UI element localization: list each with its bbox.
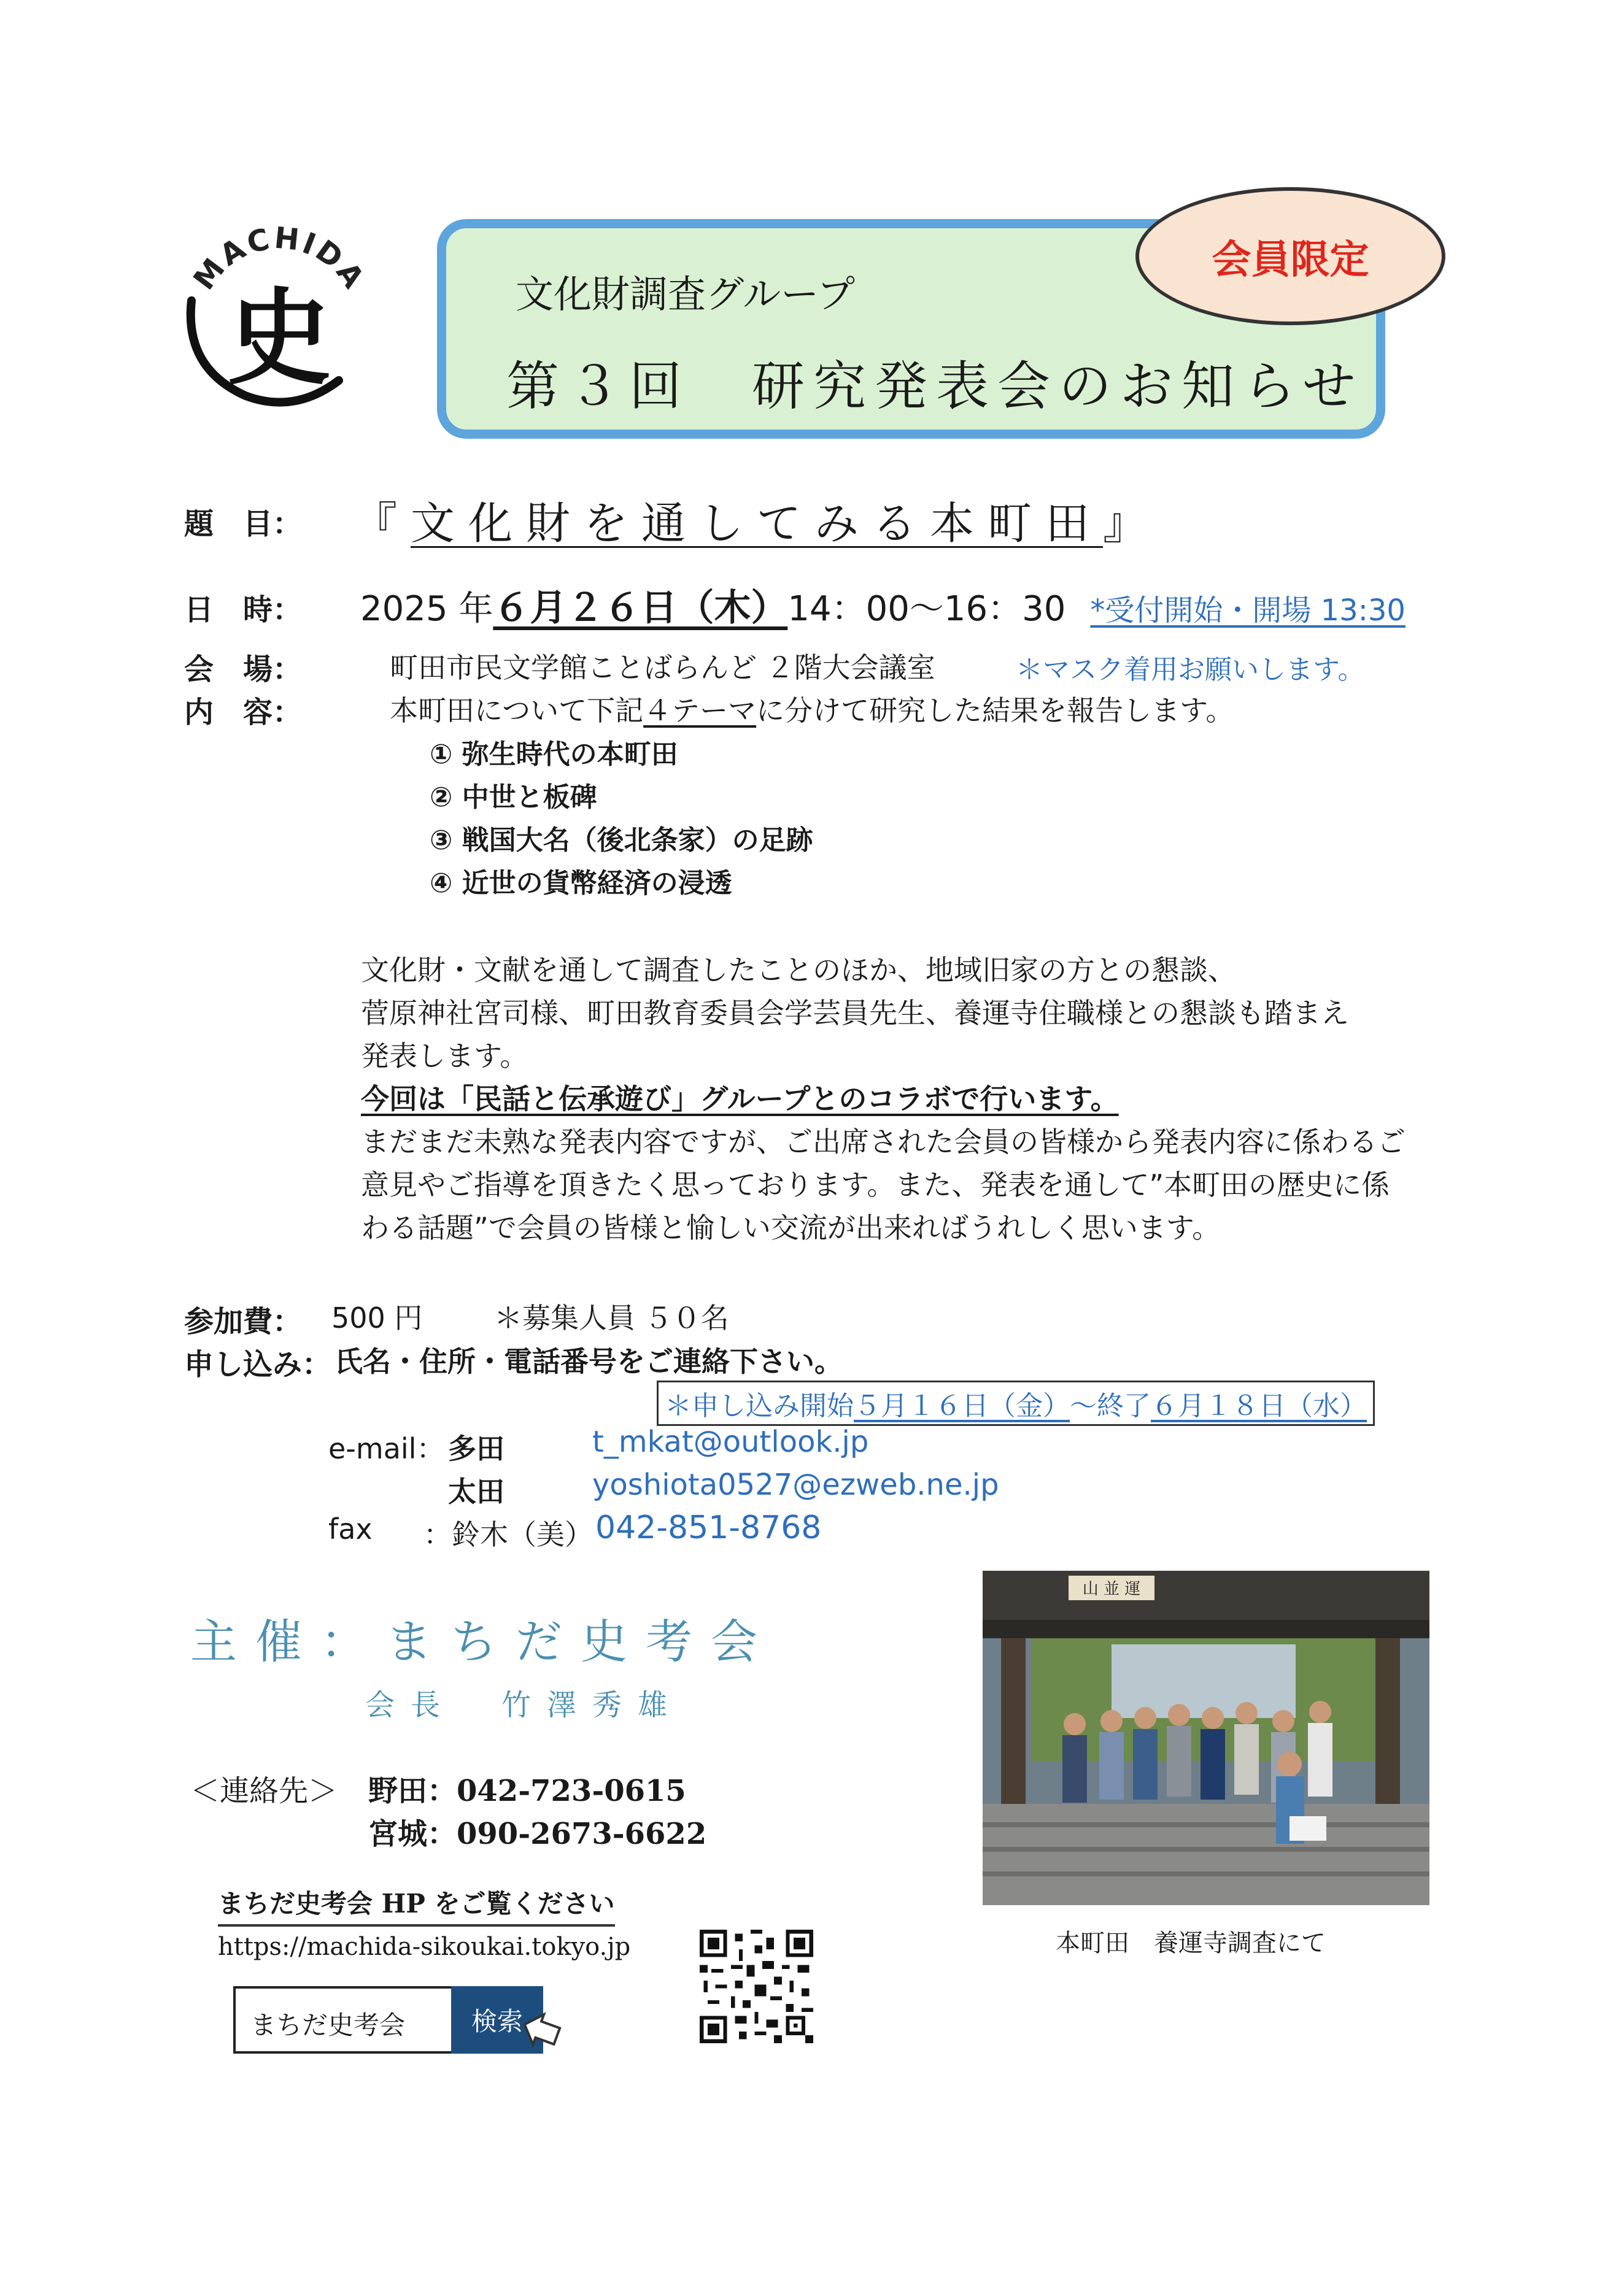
date-year: 2025 年 [360,589,493,629]
temple-survey-photo [983,1571,1429,1905]
email-name-2: 太田 [448,1475,505,1508]
email-address-1[interactable]: t_mkat@outlook.jp [592,1425,869,1459]
search-text: まちだ史考会 [250,2010,406,2040]
logo-glyph: 史 [226,277,332,399]
fee-value: 500 円 [331,1301,423,1335]
date-label: 日 時： [184,593,303,627]
closing-line: わる話題”で会員の皆様と愉しい交流が出来ればうれしく思います。 [361,1211,1221,1244]
organizer-title: 主催：まちだ史考会 [190,1614,776,1669]
apply-label: 申し込み： [184,1347,332,1382]
email-name-1: 多田 [448,1432,505,1465]
machida-logo [178,209,374,411]
venue-text: 町田市民文学館ことばらんど ２階大会議室 [390,651,935,684]
photo-caption: 本町田 養運寺調査にて [1056,1929,1326,1957]
title-label: 題 目： [184,507,303,541]
event-title: 第３回 研究発表会のお知らせ [506,356,1364,417]
apply-fields: 氏名・住所・電話番号をご連絡下さい。 [334,1345,843,1378]
date-line [360,579,1406,631]
fax-label: fax [328,1512,373,1546]
group-name: 文化財調査グループ [516,272,856,317]
organizer-president: 会長 竹澤秀雄 [365,1688,684,1722]
apply-period [657,1381,1375,1426]
date-time: 14：00～16：30 [787,589,1066,629]
presentation-title [353,488,1161,552]
title-text: 文化財を通してみる本町田 [411,498,1104,549]
theme-item: ③ 戦国大名（後北条家）の足跡 [430,825,813,856]
members-only-badge [1135,187,1445,325]
theme-item: ④ 近世の貨幣経済の浸透 [430,868,732,899]
fee-label: 参加費： [184,1304,303,1339]
description-line: 菅原神社宮司様、町田教育委員会学芸員先生、養運寺住職様との懇談も踏まえ [361,996,1349,1030]
theme-item: ① 弥生時代の本町田 [430,739,678,770]
contact-label: ＜連絡先＞ [190,1774,338,1808]
closing-line: まだまだ未熟な発表内容ですが、ご出席された会員の皆様から発表内容に係わるご [361,1125,1406,1158]
mask-note: ＊マスク着用お願いします。 [1016,654,1365,685]
logo-arc-text: MACHIDA [187,220,372,296]
reception-note: *受付開始・開場 13:30 [1090,593,1406,628]
theme-item: ② 中世と板碑 [430,782,597,813]
search-button-label: 検索 [471,2006,523,2036]
content-after: に分けて研究した結果を報告します。 [756,694,1234,727]
description-line: 文化財・文献を通して調査したことのほか、地域旧家の方との懇談、 [361,953,1236,987]
apply-end-date: ６月１８日（水） [1151,1390,1367,1422]
fax-number: 042-851-8768 [595,1509,822,1546]
description-line: 発表します。 [361,1039,528,1073]
closing-line: 意見やご指導を頂きたく思っております。また、発表を通して”本町田の歴史に係 [361,1168,1390,1201]
fax-name: ：鈴木（美） [423,1518,593,1551]
contact-phone-2: 宮城：090-2673-6622 [368,1817,707,1851]
title-open: 『 [353,498,411,549]
members-only-text: 会員限定 [1212,237,1369,283]
content-label: 内 容： [184,695,303,730]
apply-start-date: ５月１６日（金） [854,1390,1070,1422]
collab-note: 今回は「民話と伝承遊び」グループとのコラボで行います。 [361,1082,1119,1115]
contact-phone-1: 野田：042-723-0615 [368,1774,686,1808]
gate-sign: 山 並 運 [1082,1580,1141,1598]
email-address-2[interactable]: yoshiota0527@ezweb.ne.jp [592,1468,999,1502]
apply-text [334,1339,843,1380]
content-themes-count: ４テーマ [643,694,757,727]
hp-url[interactable]: https://machida-sikoukai.tokyo.jp [218,1933,631,1961]
content-before: 本町田について下記 [390,694,644,727]
date-day: ６月２６日（木） [493,587,788,630]
email-label: e-mail： [328,1432,445,1465]
venue-label: 会 場： [184,652,303,687]
apply-period-mid: ～終了 [1070,1390,1151,1422]
capacity-note: ＊募集人員 ５０名 [494,1301,729,1335]
hp-title: まちだ史考会 HP をご覧ください [218,1884,615,1927]
content-text [390,688,1234,729]
qr-code-icon [700,1930,813,2043]
cursor-pointer-icon [519,2009,562,2052]
apply-period-prefix: ＊申し込み開始 [665,1390,854,1422]
title-close: 』 [1103,498,1161,549]
